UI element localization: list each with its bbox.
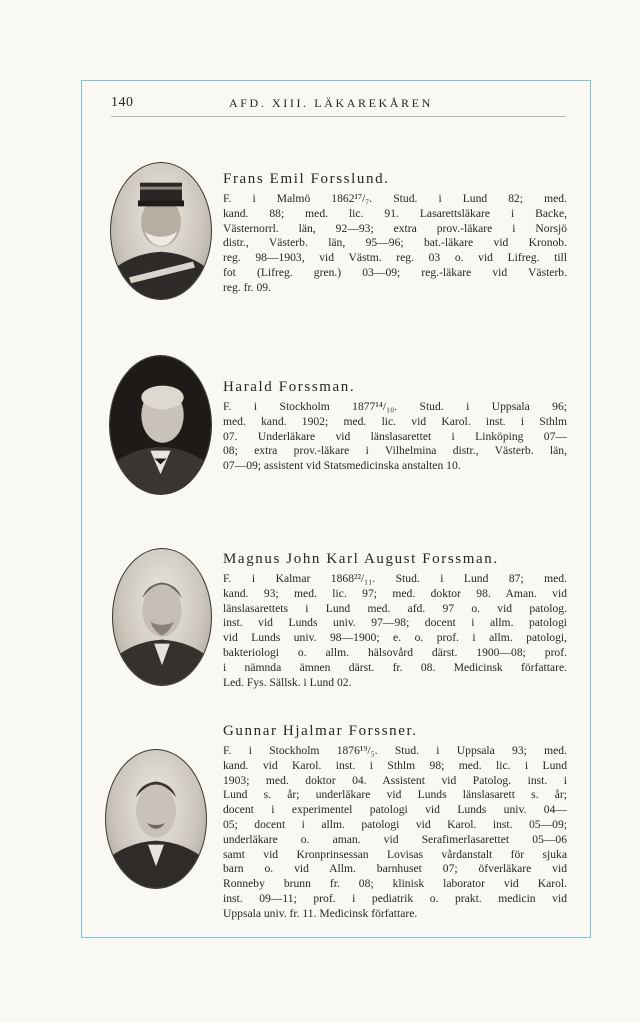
entry-name: Frans Emil Forsslund. xyxy=(223,171,390,187)
bio-line: 08; extra prov.-läkare i Vilhelmina distr., Västerb. län, xyxy=(223,444,567,458)
bio-line: F. i Malmö 1862¹⁷/₇. Stud. i Lund 82; med. xyxy=(223,192,567,205)
bio-line: inst. 09—11; prof. i pediatrik o. prakt. medicin vid xyxy=(223,891,567,905)
bio-line: docent i experimentel patologi vid Lunds univ. 04— xyxy=(223,803,567,817)
bio-line: underläkare o. aman. vid Serafimerlasarettet 05—06 xyxy=(223,832,567,846)
entry-name: Harald Forssman. xyxy=(223,379,356,395)
bio-line: länslasarettets i Lund med. afd. 97 o. vid patolog. xyxy=(223,601,567,615)
bio-line: bakteriologi o. allm. hälsovård därst. 1900—08; prof. xyxy=(223,645,567,659)
bio-line: 07. Underläkare vid länslasarettet i Linköping 07— xyxy=(223,429,567,443)
entry-name: Magnus John Karl August Forssman. xyxy=(223,551,499,567)
bio-line: F. i Stockholm 1876¹⁹/₅. Stud. i Uppsala 93; med. xyxy=(223,744,567,757)
entry-bio xyxy=(223,572,567,690)
bio-line: inst. vid Lunds univ. 97—98; docent i allm. patologi xyxy=(223,616,567,630)
entry-frans-emil-forsslund xyxy=(223,169,567,296)
bio-line: Uppsala univ. fr. 11. Medicinsk författare. xyxy=(223,906,418,920)
portrait-man-moustache xyxy=(112,548,212,686)
bio-line: F. i Stockholm 1877¹⁴/₁₀. Stud. i Uppsala 96; xyxy=(223,400,567,413)
bio-line: reg. fr. 09. xyxy=(223,280,271,294)
bio-line: Västernorrl. län, 92—93; extra prov.-läkare i Norsjö xyxy=(223,221,567,235)
bio-line: kand. 93; med. lic. 97; med. doktor 98. Aman. vid xyxy=(223,586,567,600)
portrait-young-man xyxy=(105,749,207,889)
bio-line: distr., Västerb. län, 95—96; bat.-läkare vid Kronob. xyxy=(223,236,567,250)
running-head: AFD. XIII. LÄKAREKÅREN xyxy=(229,96,433,110)
bio-line: Led. Fys. Sällsk. i Lund 02. xyxy=(223,675,352,689)
bio-line: fot (Lifreg. gren.) 03—09; reg.-läkare vid Västerb. xyxy=(223,265,567,279)
entry-name: Gunnar Hjalmar Forssner. xyxy=(223,723,418,739)
bio-line: kand. vid Karol. inst. i Sthlm 98; med. lic. i Lund xyxy=(223,758,567,772)
bio-line: 1903; med. doktor 04. Assistent vid Patolog. inst. i xyxy=(223,773,567,787)
page-number: 140 xyxy=(111,95,134,110)
bio-line: kand. 88; med. lic. 91. Lasarettsläkare i Backe, xyxy=(223,206,567,220)
bio-line: 07—09; assistent vid Statsmedicinska anstalten 10. xyxy=(223,459,461,473)
portrait-bald-man xyxy=(109,355,212,495)
entry-bio xyxy=(223,192,567,296)
entry-magnus-john-karl-august-forssman xyxy=(223,549,567,690)
bio-line: vid Lunds univ. 98—1900; e. o. prof. i allm. patologi, xyxy=(223,631,567,645)
bio-line: barn o. vid Allm. barnhuset 07; öfverläkare vid xyxy=(223,862,567,876)
bio-line: i nämnda ämnen därst. fr. 08. Medicinsk författare. xyxy=(223,660,567,674)
page-header xyxy=(111,95,566,117)
bio-line: Ronneby brunn fr. 08; klinisk laborator vid Karol. xyxy=(223,877,567,891)
bio-line: samt vid Kronprinsessan Lovisas vårdanstalt för sjuka xyxy=(223,847,567,861)
header-rule xyxy=(111,116,566,117)
entry-harald-forssman xyxy=(223,377,567,474)
entry-bio xyxy=(223,400,567,474)
portrait-uniformed-officer xyxy=(110,162,212,300)
bio-line: F. i Kalmar 1868²²/₁₁. Stud. i Lund 87; med. xyxy=(223,572,567,585)
bio-line: Lund s. år; underläkare vid Lunds länslasarett s. år; xyxy=(223,788,567,802)
bio-line: reg. 98—1903, vid Västm. reg. 03 o. vid Lifreg. till xyxy=(223,251,567,265)
bio-line: 05; docent i allm. patologi vid Karol. inst. 05—09; xyxy=(223,817,567,831)
bio-line: med. kand. 1902; med. lic. vid Karol. inst. i Sthlm xyxy=(223,414,567,428)
entry-gunnar-hjalmar-forssner xyxy=(223,721,567,922)
entry-bio xyxy=(223,744,567,922)
